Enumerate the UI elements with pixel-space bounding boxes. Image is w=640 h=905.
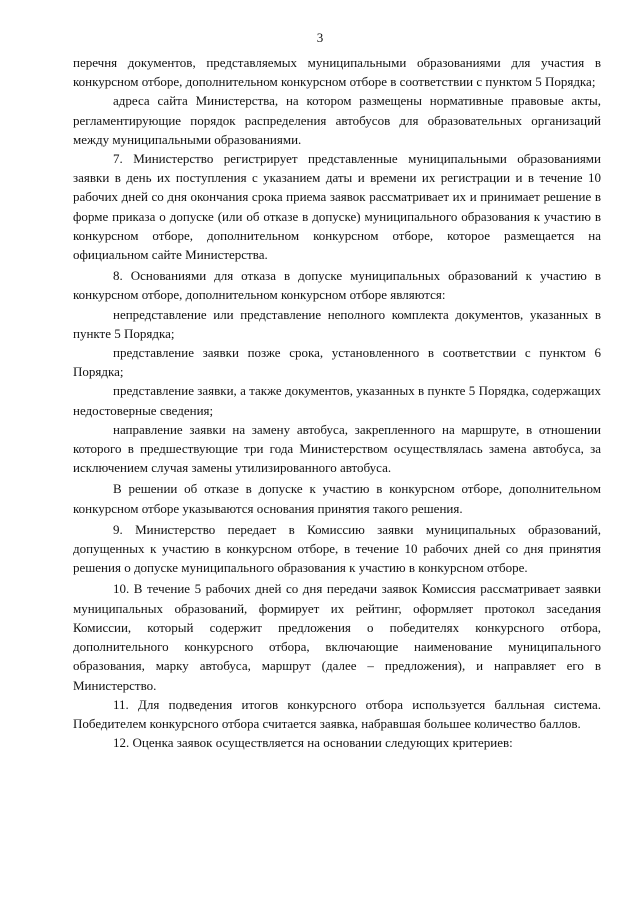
paragraph-item-7: 7. Министерство регистрирует представленные муниципальными образованиями заявки в день их поступления с указанием даты и времени их регистрации и в течение 10 рабочих дней со дня окончания срока приема заявок рассматривает их и принимает решение в форме приказа о допуске (или об отказе в допуске) муниципального образования к участию в конкурсном отборе, дополнительном конкурсном отборе, которое размещается на официальном сайте Министерства. [73,151,601,263]
page-number: 3 [316,30,324,45]
paragraph-documents-list: перечня документов, представляемых муниципальными образованиями для участия в конкурсном отборе, дополнительном конкурсном отборе в соответствии с пунктом 5 Порядка; [73,55,601,90]
paragraph-item-12: 12. Оценка заявок осуществляется на основании следующих критериев: [113,735,513,751]
document-body [73,53,601,752]
paragraph-item-8: 8. Основаниями для отказа в допуске муниципальных образований к участию в конкурсном отборе, дополнительном конкурсном отборе являются: [73,268,601,303]
paragraph-refusal-reason-3: представление заявки, а также документов, указанных в пункте 5 Порядка, содержащих недостоверные сведения; [73,383,601,418]
paragraph-item-9: 9. Министерство передает в Комиссию заявки муниципальных образований, допущенных к участию в конкурсном отборе, в течение 10 рабочих дней со дня принятия решения о допуске муниципального образования к участию в конкурсном отборе. [73,521,601,576]
paragraph-item-11: 11. Для подведения итогов конкурсного отбора используется балльная система. Победителем конкурсного отбора считается заявка, набравшая большее количество баллов. [73,696,601,731]
paragraph-item-10: 10. В течение 5 рабочих дней со дня передачи заявок Комиссия рассматривает заявки муниципальных образований, формирует их рейтинг, оформляет протокол заседания Комиссии, который содержит предложения о победителях конкурсного отбора, дополнительного конкурсного отбора, включающие наименование муниципального образования, марку автобуса, маршрут (далее – предложения), и направляет его в Министерство. [73,581,601,693]
paragraph-refusal-reason-4: направление заявки на замену автобуса, закрепленного на маршруте, в отношении которого в предшествующие три года Министерством осуществлялась замена автобуса, за исключением случая замены утилизированного автобуса. [73,421,601,476]
paragraph-refusal-reason-2: представление заявки позже срока, установленного в соответствии с пунктом 6 Порядка; [73,345,601,380]
paragraph-refusal-decision: В решении об отказе в допуске к участию в конкурсном отборе, дополнительном конкурсном отборе указываются основания принятия такого решения. [73,481,601,516]
paragraph-ministry-site: адреса сайта Министерства, на котором размещены нормативные правовые акты, регламентирующие порядок распределения автобусов для образовательных организаций между муниципальными образованиями. [73,93,601,147]
paragraph-refusal-reason-1: непредставление или представление неполного комплекта документов, указанных в пункте 5 Порядка; [73,306,601,341]
